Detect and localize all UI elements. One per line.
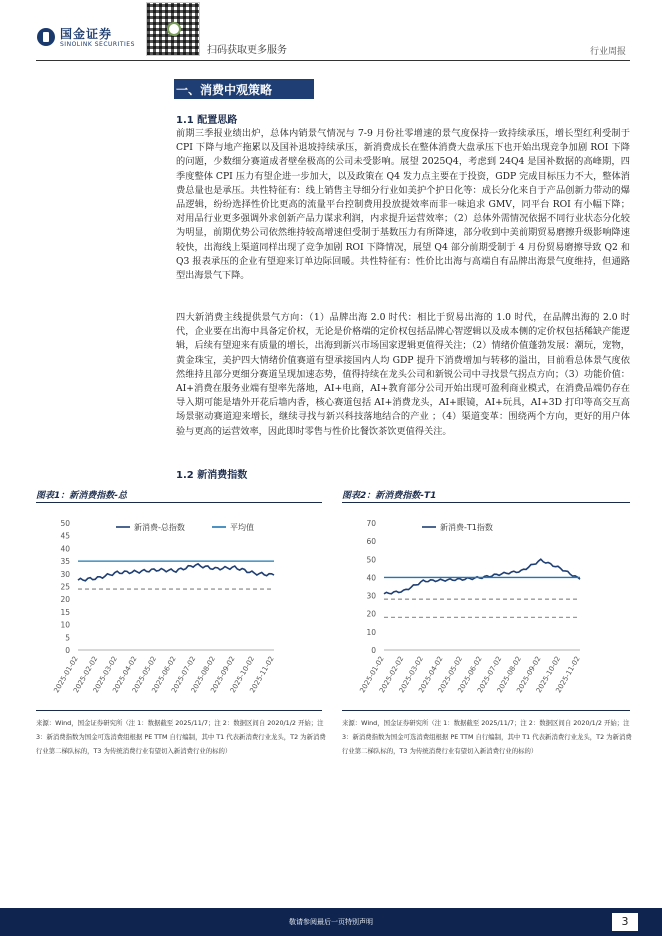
legend-label: 新消费-T1指数 (440, 523, 493, 532)
y-tick-label: 60 (366, 537, 376, 547)
figure1-chart (36, 505, 322, 710)
logo-name-cn: 国金证券 (60, 27, 113, 41)
x-tick-label: 2025-03-02 (91, 655, 119, 695)
x-tick-label: 2025-10-02 (228, 655, 257, 695)
x-tick-label: 2025-08-02 (189, 655, 217, 695)
y-tick-label: 30 (60, 569, 70, 579)
x-tick-label: 2025-06-02 (150, 655, 178, 695)
y-tick-label: 70 (366, 519, 376, 528)
qr-caption: 扫码获取更多服务 (207, 45, 287, 56)
x-tick-label: 2025-02-02 (378, 655, 406, 695)
legend-label: 新消费-总指数 (134, 523, 185, 532)
figure1-bottom-rule (36, 710, 322, 711)
doc-type-label: 行业周报 (589, 47, 626, 57)
x-tick-label: 2025-07-02 (476, 655, 504, 695)
legend-label: 平均值 (230, 523, 254, 532)
figure2-chart (342, 505, 630, 710)
y-tick-label: 40 (366, 573, 376, 583)
figure1-title: 图表1：新消费指数-总 (36, 491, 127, 501)
x-tick-label: 2025-06-02 (456, 655, 484, 695)
footer-disclaimer: 敬请参阅最后一页特别声明 (289, 918, 373, 926)
series-line-0 (384, 559, 580, 594)
x-tick-label: 2025-05-02 (436, 655, 465, 695)
series-line-0 (78, 564, 274, 581)
x-tick-label: 2025-04-02 (111, 655, 139, 695)
y-tick-label: 45 (60, 531, 70, 541)
x-tick-label: 2025-01-02 (358, 655, 386, 695)
y-tick-label: 15 (60, 607, 70, 617)
x-tick-label: 2025-05-02 (130, 655, 159, 695)
figure1-source: 来源：Wind，国金证券研究所（注 1：数据截至 2025/11/7；注 2：数据区间自 2020/1/2 开始；注 3：新消费指数为国金可选消费组根据 PE TTM 自行编制，其中 T1 代表新消费行业龙头，T2 为新消费行业第二梯队标的，T3 为传统消费行业有望切入新消费行业的标的） (36, 719, 326, 755)
x-tick-label: 2025-09-02 (515, 655, 543, 695)
y-tick-label: 10 (366, 627, 376, 637)
paragraph-2: 四大新消费主线提供景气方向：（1）品牌出海 2.0 时代：相比于贸易出海的 1.0 时代，在品牌出海的 2.0 时代，企业要在出海中具备定价权，无论是价格端的定价权包括品牌心智逻辑以及成本侧的定价权包括稀缺产能逻辑，后续有望迎来有质量的增长，出海到新兴市场国家逻辑更值得关注；（2）情绪价值蓬勃发展：潮玩，宠物，黄金珠宝，美护四大情绪价值赛道有望承接国内人均 GDP 提升下消费增加与转移的溢出，目前看总体景气度依然维持且部分更细分赛道呈现加速态势，值得持续在龙头公司和新锐公司中寻找景气拐点方向；（3）功能价值：AI+消费在服务业端有望率先落地，AI+电商，AI+教育部分公司开始出现可盈利商业模式，在消费品端仍存在导入期可能是墙外开花后墙内香，核心赛道包括 AI+消费龙头，AI+眼镜，AI+玩具，AI+3D 打印等高交互高场景驱动赛道迎来增长，继续寻找与新兴科技落地结合的产业 ；（4）渠道变革：围绕两个方向，更好的用户体验与更高的运营效率，因此即时零售与性价比餐饮茶饮更值得关注。 (176, 312, 630, 437)
paragraph-1: 前期三季报业绩出炉，总体内销景气情况与 7-9 月份社零增速的景气度保持一致持续承压，增长型红利受制于 CPI 下降与地产拖累以及国补退坡持续承压，新消费成长在整体消费大盘承压下也开始出现竞争加剧 ROI 下降的问题，少数细分赛道成者壁垒极高的公司未受影响。展望 2025Q4，考虑到 24Q4 是国补数据的高峰期，四季度整体 CPI 压力有望企进一步加大，以及政策在 Q4 发力点主要在于投资，GDP 完成目标压力不大，整体消费总量也是承压。共性特征有：线上销售主导细分行业如美护个护日化等：成长分化来自于产品创新力带动的爆品逻辑，纷纷选择性价比更高的流量平台控制费用投放提效率而非一味追求 GMV，同平台 ROI 有小幅下降；对用品行业更多强调外求创新产品力谋求利润，内求提升运营效率；（2）总体外需情况依据不同行业状态分化较为明显，前期优势公司依然维持较高增速但受制于基数压力有所降速，部分收到中美前期贸易磨擦升级影响降速较快，出海线上渠道同样出现了竞争加剧 ROI 下降情况，展望 Q4 部分前期受制于 4 月份贸易磨擦导致 Q2 和 Q3 报表承压的企业有望迎来订单边际回暖。共性特征有：性价比出海与高端自有品牌出海景气度维持，但通路型出海景气下降。 (176, 128, 630, 282)
section-title: 一、消费中观策略 (176, 83, 273, 97)
logo-name-en: SINOLINK SECURITIES (60, 41, 135, 48)
y-tick-label: 10 (60, 620, 70, 630)
y-tick-label: 50 (60, 519, 70, 528)
figure2-bottom-rule (342, 710, 630, 711)
body-text-2 (176, 311, 630, 439)
y-tick-label: 0 (371, 646, 376, 655)
y-tick-label: 50 (366, 555, 376, 565)
subsection-title-1: 1.1 配置思路 (176, 115, 238, 126)
x-tick-label: 2025-08-02 (495, 655, 523, 695)
body-text (176, 127, 630, 283)
figure2-title: 图表2：新消费指数-T1 (342, 491, 437, 501)
y-tick-label: 5 (65, 633, 70, 643)
x-tick-label: 2025-11-02 (248, 655, 276, 695)
y-tick-label: 20 (60, 595, 70, 605)
figure1-rule (36, 502, 322, 503)
y-tick-label: 20 (366, 609, 376, 619)
x-tick-label: 2025-11-02 (554, 655, 582, 695)
header-divider (36, 60, 630, 61)
y-tick-label: 0 (65, 646, 70, 655)
x-tick-label: 2025-10-02 (534, 655, 563, 695)
subsection-title-2: 1.2 新消费指数 (176, 470, 248, 481)
x-tick-label: 2025-03-02 (397, 655, 425, 695)
y-tick-label: 40 (60, 544, 70, 554)
y-tick-label: 25 (60, 582, 70, 592)
x-tick-label: 2025-02-02 (72, 655, 100, 695)
x-tick-label: 2025-07-02 (170, 655, 198, 695)
x-tick-label: 2025-01-02 (52, 655, 80, 695)
y-tick-label: 35 (60, 557, 70, 567)
sinolink-logo-icon (37, 28, 55, 46)
figure2-rule (342, 502, 630, 503)
qr-center-logo-icon (167, 22, 181, 36)
page-number: 3 (612, 913, 638, 931)
y-tick-label: 30 (366, 591, 376, 601)
x-tick-label: 2025-04-02 (417, 655, 445, 695)
figure2-source: 来源：Wind，国金证券研究所（注 1：数据截至 2025/11/7；注 2：数据区间自 2020/1/2 开始；注 3：新消费指数为国金可选消费组根据 PE TTM 自行编制，其中 T1 代表新消费行业龙头，T2 为新消费行业第二梯队标的，T3 为传统消费行业有望切入新消费行业的标的） (342, 719, 632, 755)
x-tick-label: 2025-09-02 (209, 655, 237, 695)
